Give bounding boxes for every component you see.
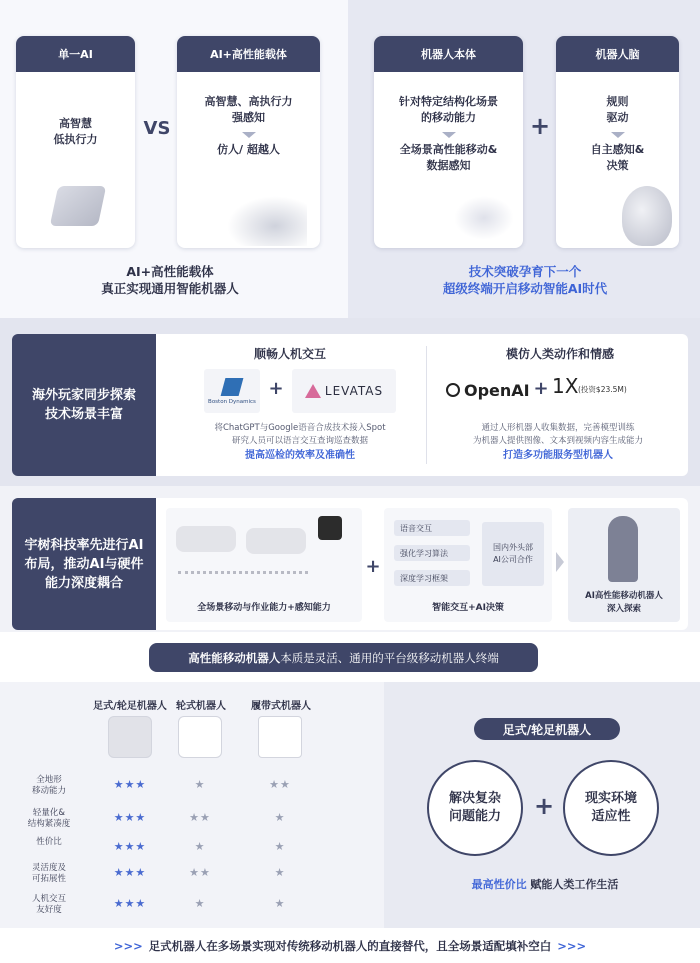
- plus-sign: +: [533, 792, 555, 820]
- overseas-left-desc-2: 研究人员可以语言交互查询巡查数据: [231, 436, 368, 446]
- plus-sign: +: [365, 556, 381, 577]
- quadruped-robot-icon: [108, 716, 152, 758]
- card-title: 机器人本体: [374, 36, 523, 72]
- tag-voice: 语音交互: [394, 520, 470, 536]
- rating-stars: ★: [274, 897, 286, 910]
- partner-line-2: AI公司合作: [493, 555, 533, 564]
- openai-logo: [446, 372, 532, 408]
- levatas-logo: [292, 369, 396, 413]
- row-label-line: 性价比: [36, 837, 62, 847]
- circle-line: 问题能力: [448, 809, 501, 824]
- rating-stars: ★★: [189, 866, 211, 879]
- card-line: 的移动能力: [421, 111, 476, 124]
- card-line: 强感知: [232, 111, 265, 124]
- partner-line-1: 国内外头部: [493, 543, 533, 552]
- tracked-robot-icon: [258, 716, 302, 758]
- rating-stars: ★★★: [113, 811, 147, 824]
- rating-stars: ★: [194, 840, 206, 853]
- circle-line: 现实环境: [584, 791, 637, 806]
- compare-row-label: [18, 863, 80, 885]
- levatas-icon: [305, 384, 321, 398]
- rating-stars: ★: [194, 897, 206, 910]
- boston-dynamics-text: Boston Dynamics: [208, 398, 256, 405]
- arrow-down-icon: [611, 132, 625, 138]
- tag-rl: 强化学习算法: [394, 545, 470, 561]
- levatas-text: LEVATAS: [324, 384, 384, 398]
- overseas-left-desc-1: 将ChatGPT与Google语音合成技术接入Spot: [214, 423, 386, 433]
- rating-stars: ★★★: [113, 778, 147, 791]
- card-title: 机器人脑: [556, 36, 679, 72]
- row-label-line: 人机交互: [31, 894, 66, 904]
- compare-row-label: [18, 837, 80, 848]
- chip-icon: [50, 186, 107, 226]
- plus-sign: +: [268, 378, 284, 399]
- overseas-right-title: 模仿人类动作和情感: [505, 347, 614, 361]
- overseas-label-2: 技术场景丰富: [44, 407, 123, 422]
- legged-bottom-bold: 最高性价比: [471, 878, 527, 891]
- compare-column-header: 足式/轮足机器人: [93, 701, 167, 712]
- arrow-down-icon: [442, 132, 456, 138]
- card-line: 驱动: [606, 111, 629, 124]
- compare-column-header: 轮式机器人: [176, 701, 226, 712]
- card-line: 高智慧、高执行力: [204, 95, 293, 108]
- overseas-right-highlight: 打造多功能服务型机器人: [503, 450, 613, 461]
- overseas-label-1: 海外玩家同步探索: [31, 388, 136, 403]
- unitree-label-3: 能力深度耦合: [44, 575, 123, 591]
- legged-pill: 足式/轮足机器人: [474, 718, 620, 740]
- rating-stars: ★★★: [113, 897, 147, 910]
- 1x-logo: 1X: [552, 374, 579, 398]
- rating-stars: ★: [274, 866, 286, 879]
- plus-sign: +: [529, 112, 551, 140]
- robot-arm-icon: [227, 196, 307, 246]
- row-label-line: 结构紧凑度: [27, 819, 71, 829]
- row-label-line: 灵活度及: [31, 863, 66, 873]
- row-label-line: 移动能力: [31, 786, 66, 796]
- footer-arrows-right: >>>: [557, 938, 587, 953]
- tag-dl: 深度学习框架: [394, 570, 470, 586]
- overseas-right-desc-2: 为机器人提供图像、文本到视频内容生成能力: [472, 436, 643, 446]
- robot-dog-icon: [176, 526, 236, 552]
- plus-sign: +: [533, 378, 549, 399]
- unitree-label-2: 布局，推动AI与硬件: [24, 556, 144, 572]
- footer-arrows-left: >>>: [113, 938, 143, 953]
- card-line: 高智慧: [59, 117, 92, 130]
- row-label-line: 全地形: [36, 775, 62, 785]
- left-caption-2: 真正实现通用智能机器人: [101, 281, 239, 296]
- robot-legs-icon: [178, 552, 308, 574]
- investment-note: (投资$23.5M): [578, 385, 627, 394]
- robot-body-card: [374, 36, 523, 248]
- overseas-left-title: 顺畅人机交互: [253, 347, 326, 361]
- legged-bottom-caption: [420, 876, 670, 892]
- boston-dynamics-logo: [204, 369, 260, 413]
- adaptability-circle: [563, 760, 659, 856]
- footer-text: 足式机器人在多场景实现对传统移动机器人的直接替代，且全场景适配填补空白: [148, 938, 552, 953]
- wheeled-robot-icon: [178, 716, 222, 758]
- card-title: 单一AI: [16, 36, 135, 72]
- rating-stars: ★★: [269, 778, 291, 791]
- robot-brain-card: [556, 36, 679, 248]
- capability-circle: [427, 760, 523, 856]
- card-line: 规则: [606, 95, 629, 108]
- robot-hand-icon: [454, 196, 514, 240]
- vs-label: VS: [143, 118, 171, 139]
- card-line: 全场景高性能移动&: [399, 143, 498, 156]
- partner-box: [482, 522, 544, 586]
- overseas-label: [12, 334, 156, 476]
- arrow-down-icon: [242, 132, 256, 138]
- openai-icon: [446, 383, 460, 397]
- unitree-label: [12, 498, 156, 630]
- chevron-right-icon: [556, 552, 564, 572]
- rating-stars: ★: [194, 778, 206, 791]
- legged-bottom-rest: 赋能人类工作生活: [526, 878, 619, 891]
- circle-line: 适应性: [591, 809, 631, 824]
- rating-stars: ★: [274, 840, 286, 853]
- rating-stars: ★★: [189, 811, 211, 824]
- humanoid-caption-2: 深入探索: [606, 604, 641, 614]
- robot-dog-icon: [246, 528, 306, 554]
- humanoid-icon: [608, 516, 638, 582]
- card-line: 数据感知: [426, 159, 471, 172]
- compare-row-label: [18, 775, 80, 797]
- footer-bar: [0, 928, 700, 963]
- card-line: 决策: [606, 159, 629, 172]
- row-label-line: 轻量化&: [32, 808, 66, 818]
- robot-arm-icon: [318, 516, 342, 540]
- unitree-label-1: 宇树科技率先进行AI: [24, 537, 144, 553]
- openai-text: OpenAI: [464, 380, 530, 400]
- compare-row-label: [18, 808, 80, 830]
- row-label-line: 友好度: [36, 905, 62, 915]
- ai-carrier-card: [177, 36, 320, 248]
- card-line: 针对特定结构化场景: [399, 95, 498, 108]
- card-line: 低执行力: [53, 133, 98, 146]
- robot-head-icon: [622, 186, 672, 246]
- compare-column-header: 履带式机器人: [251, 701, 311, 712]
- humanoid-caption-1: AI高性能移动机器人: [585, 591, 663, 601]
- card-line: 自主感知&: [590, 143, 645, 156]
- overseas-left-highlight: 提高巡检的效率及准确性: [245, 450, 355, 461]
- rating-stars: ★★★: [113, 866, 147, 879]
- left-caption-1: AI+高性能载体: [126, 264, 214, 279]
- banner-pill: [149, 643, 538, 672]
- row-label-line: 可拓展性: [31, 874, 66, 884]
- rating-stars: ★★★: [113, 840, 147, 853]
- banner-rest: 本质是灵活、通用的平台级移动机器人终端: [280, 650, 499, 665]
- single-ai-card: [16, 36, 135, 248]
- right-caption-1: 技术突破孕育下一个: [468, 264, 582, 279]
- rating-stars: ★: [274, 811, 286, 824]
- overseas-right-desc-1: 通过人形机器人收集数据，完善模型训练: [481, 423, 635, 433]
- decision-caption: 智能交互+AI决策: [432, 603, 504, 613]
- right-caption-2: 超级终端开启移动智能AI时代: [442, 281, 608, 296]
- card-title: AI+高性能载体: [177, 36, 320, 72]
- banner-bold: 高性能移动机器人: [188, 650, 281, 665]
- card-line: 仿人/ 超越人: [217, 143, 280, 156]
- compare-row-label: [18, 894, 80, 916]
- circle-line: 解决复杂: [448, 791, 501, 806]
- overseas-divider: [426, 346, 427, 464]
- robots-caption: 全场景移动与作业能力+感知能力: [197, 603, 331, 613]
